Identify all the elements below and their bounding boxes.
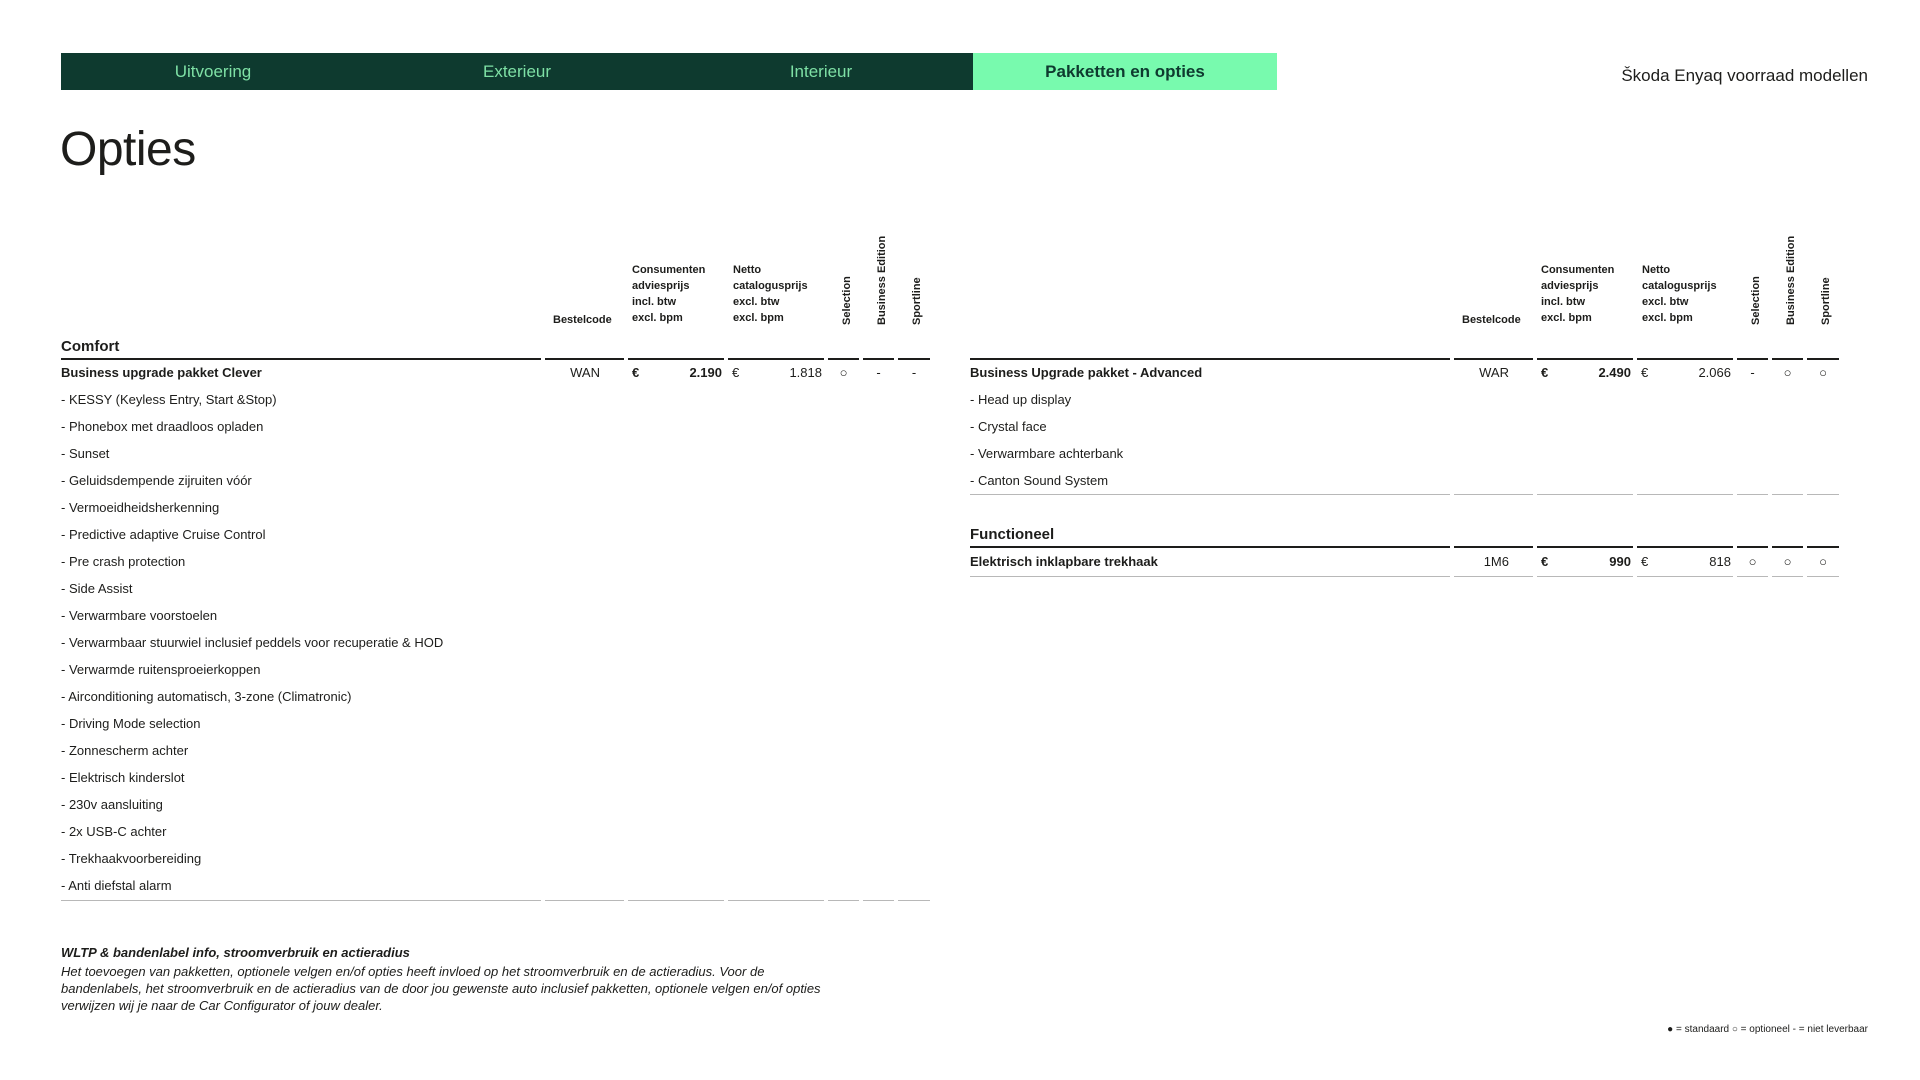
divider: [970, 576, 1450, 577]
option-net-price: 818: [1709, 554, 1731, 569]
currency-symbol: €: [732, 365, 740, 380]
divider: [1537, 494, 1633, 495]
divider: [1637, 494, 1733, 495]
rule: [828, 358, 859, 360]
option-consumer-price: 990: [1609, 554, 1631, 569]
list-item: - Verwarmbare voorstoelen: [61, 608, 218, 623]
package-consumer-price: 2.190: [689, 365, 722, 380]
rule: [1454, 546, 1533, 548]
list-item: - 2x USB-C achter: [61, 824, 167, 839]
divider: [970, 494, 1450, 495]
tab-interieur[interactable]: Interieur: [789, 61, 853, 81]
divider: [1737, 494, 1768, 495]
divider: [61, 900, 541, 901]
list-item: - Zonnescherm achter: [61, 743, 189, 758]
header-line: Consumenten: [632, 264, 706, 276]
availability-business-edition: ○: [1783, 554, 1792, 569]
header-consumenten-adviesprijs: [1541, 262, 1614, 326]
availability-business-edition: -: [876, 365, 881, 380]
top-navigation: [61, 53, 1277, 90]
rule: [1772, 546, 1803, 548]
rule: [970, 546, 1450, 548]
currency-symbol: €: [1541, 365, 1549, 380]
availability-legend: ● = standaard ○ = optioneel - = niet leverbaar: [1667, 1024, 1868, 1035]
header-business-edition: Business Edition: [876, 235, 888, 325]
divider: [1737, 576, 1768, 577]
header-line: excl. bpm: [1642, 312, 1693, 324]
rule: [545, 358, 624, 360]
divider: [898, 900, 930, 901]
header-sportline: Sportline: [911, 277, 923, 325]
currency-symbol: €: [1641, 554, 1649, 569]
divider: [1637, 576, 1733, 577]
rule: [1537, 546, 1633, 548]
header-bestelcode: Bestelcode: [553, 314, 612, 326]
rule: [898, 358, 930, 360]
header-business-edition: Business Edition: [1785, 235, 1797, 325]
header-line: catalogusprijs: [733, 280, 808, 292]
rule: [970, 358, 1450, 360]
availability-sportline: -: [911, 365, 917, 380]
list-item: - Side Assist: [61, 581, 133, 596]
divider: [1454, 494, 1533, 495]
list-item: - Predictive adaptive Cruise Control: [61, 527, 266, 542]
header-line: incl. btw: [1541, 296, 1585, 308]
list-item: - 230v aansluiting: [61, 797, 163, 812]
header-line: excl. btw: [733, 296, 780, 308]
package-name: Business Upgrade pakket - Advanced: [970, 365, 1203, 380]
list-item: - Anti diefstal alarm: [61, 878, 172, 893]
package-net-price: 1.818: [789, 365, 822, 380]
list-item: - Elektrisch kinderslot: [61, 770, 185, 785]
divider: [1772, 576, 1803, 577]
header-line: excl. btw: [1642, 296, 1689, 308]
availability-selection: -: [1750, 365, 1755, 380]
availability-sportline: ○: [1819, 365, 1827, 380]
list-item: - Canton Sound System: [970, 473, 1109, 488]
header-consumenten-adviesprijs: [632, 262, 705, 326]
list-item: - Phonebox met draadloos opladen: [61, 419, 264, 434]
divider: [628, 900, 724, 901]
header-line: catalogusprijs: [1642, 280, 1717, 292]
brand-title: Škoda Enyaq voorraad modellen: [1621, 66, 1868, 85]
rule: [863, 358, 894, 360]
currency-symbol: €: [1641, 365, 1649, 380]
list-item: - Trekhaakvoorbereiding: [61, 851, 202, 866]
list-item: - Vermoeidheidsherkenning: [61, 500, 220, 515]
header-line: adviesprijs: [632, 280, 690, 292]
page-title: Opties: [60, 123, 196, 176]
rule: [1807, 358, 1839, 360]
divider: [828, 900, 859, 901]
rule: [1637, 358, 1733, 360]
list-item: - Head up display: [970, 392, 1072, 407]
rule: [1637, 546, 1733, 548]
rule: [1454, 358, 1533, 360]
package-code: WAR: [1479, 365, 1509, 380]
rule: [728, 358, 824, 360]
list-item: - Geluidsdempende zijruiten vóór: [61, 473, 252, 488]
list-item: - Verwarmbare achterbank: [970, 446, 1124, 461]
divider: [1807, 494, 1839, 495]
availability-business-edition: ○: [1783, 365, 1792, 380]
divider: [1454, 576, 1533, 577]
rule: [1737, 358, 1768, 360]
divider: [545, 900, 624, 901]
option-code: 1M6: [1483, 554, 1509, 569]
section-functioneel: Functioneel: [970, 526, 1055, 543]
package-name: Business upgrade pakket Clever: [61, 365, 262, 380]
header-line: adviesprijs: [1541, 280, 1599, 292]
header-selection: Selection: [1750, 276, 1762, 325]
option-name: Elektrisch inklapbare trekhaak: [970, 554, 1158, 569]
header-sportline: Sportline: [1820, 277, 1832, 325]
list-item: - Verwarmde ruitensproeierkoppen: [61, 662, 261, 677]
section-comfort: Comfort: [61, 338, 120, 355]
list-item: - KESSY (Keyless Entry, Start &Stop): [61, 392, 277, 407]
list-item: - Driving Mode selection: [61, 716, 201, 731]
tab-pakketten-en-opties[interactable]: Pakketten en opties: [973, 53, 1277, 90]
list-item: - Airconditioning automatisch, 3-zone (Climatronic): [61, 689, 352, 704]
header-netto-catalogusprijs: [1642, 262, 1717, 326]
tab-uitvoering[interactable]: Uitvoering: [174, 61, 252, 81]
header-line: excl. bpm: [1541, 312, 1592, 324]
divider: [1807, 576, 1839, 577]
rule: [1772, 358, 1803, 360]
rule: [1737, 546, 1768, 548]
divider: [1772, 494, 1803, 495]
list-item: - Pre crash protection: [61, 554, 186, 569]
rule: [1537, 358, 1633, 360]
availability-selection: ○: [839, 365, 848, 380]
rule: [628, 358, 724, 360]
list-item: - Sunset: [61, 446, 110, 461]
package-consumer-price: 2.490: [1598, 365, 1631, 380]
divider: [728, 900, 824, 901]
tab-exterieur[interactable]: Exterieur: [482, 61, 552, 81]
currency-symbol: €: [632, 365, 640, 380]
header-line: Netto: [733, 264, 762, 276]
divider: [863, 900, 894, 901]
header-selection: Selection: [841, 276, 853, 325]
package-code: WAN: [570, 365, 600, 380]
list-item: - Crystal face: [970, 419, 1047, 434]
header-line: Netto: [1642, 264, 1671, 276]
currency-symbol: €: [1541, 554, 1549, 569]
header-line: excl. bpm: [733, 312, 784, 324]
header-bestelcode: Bestelcode: [1462, 314, 1521, 326]
availability-sportline: ○: [1819, 554, 1827, 569]
header-line: excl. bpm: [632, 312, 683, 324]
package-net-price: 2.066: [1698, 365, 1731, 380]
availability-selection: ○: [1748, 554, 1757, 569]
header-line: Consumenten: [1541, 264, 1615, 276]
list-item: - Verwarmbaar stuurwiel inclusief peddels voor recuperatie & HOD: [61, 635, 444, 650]
header-netto-catalogusprijs: [733, 262, 808, 326]
header-line: incl. btw: [632, 296, 676, 308]
wltp-note-body: Het toevoegen van pakketten, optionele velgen en/of opties heeft invloed op het stroomverbruik en de actieradius. Voor de bandenlabels, het stroomverbruik en de actieradius van de door jou gewenste auto inclusief pakketten, optionele velgen en/of opties verwijzen wij je naar de Car Configurator of jouw dealer.: [61, 964, 821, 1013]
rule: [1807, 546, 1839, 548]
divider: [1537, 576, 1633, 577]
wltp-note-title: WLTP & bandenlabel info, stroomverbruik en actieradius: [61, 945, 410, 960]
rule: [61, 358, 541, 360]
